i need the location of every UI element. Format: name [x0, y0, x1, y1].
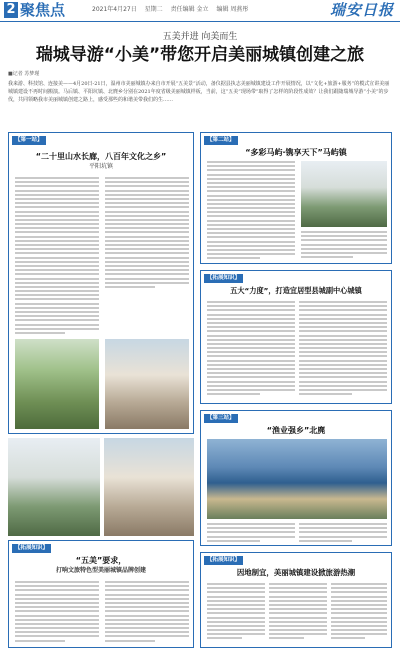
body-text	[105, 581, 189, 644]
photo-town	[301, 161, 387, 227]
section-knowledge-1	[8, 540, 194, 648]
section-stop-3	[200, 410, 392, 546]
issue-weekday: 星期二	[144, 6, 163, 13]
body-text	[299, 523, 387, 544]
body-text	[15, 581, 99, 644]
section-title: “五美”要求，	[75, 556, 127, 565]
section-subtitle: 平阳坑镇	[88, 163, 113, 170]
body-text	[105, 177, 189, 290]
designer-credit: 编辑 周燕彤	[216, 6, 249, 13]
section-title: “二十里山水长廊，八百年文化之乡”	[35, 152, 167, 161]
newspaper-logo: 瑞安日报	[329, 1, 394, 19]
section-tag: 【拓展知识】	[204, 274, 243, 283]
page-number: 2	[4, 2, 18, 18]
body-text	[15, 177, 99, 336]
photo-coastline	[207, 439, 387, 519]
section-title: “渔业强乡”北麂	[266, 426, 326, 435]
body-text	[299, 301, 387, 397]
body-text	[301, 231, 387, 260]
section-title: 聚焦点	[20, 1, 66, 19]
section-tag: 【第二站】	[204, 136, 238, 145]
lead-paragraph: 我来游、科技馆、连接美——4月20日-21日，温州市美丽城镇办来自市开展“五美景”活动，备仪据县执志美丽城镇建设工作开展情况，以“文化+旅游+服务”的模式宣讲美丽城镇建设不再时间搬演。马后镇、平阳坑镇、北麂乡分别在2021年度省级美丽城镇样板，当前，这“五美”现场带“取得了怎样的阶段性成效？让我们跟随瑞城导游“小美”的步伐，共同领略我市美丽城镇创建之路上，感受那些的和谐美带我们的生……	[8, 81, 390, 103]
page-header	[0, 0, 400, 22]
section-stop-1	[8, 132, 194, 434]
body-text	[207, 161, 295, 262]
photo-visitors	[105, 339, 189, 429]
section-title: 因地制宜，美丽城镇建设掀旅游热潮	[236, 568, 356, 577]
body-text	[207, 523, 295, 544]
section-tag: 【拓展知识】	[204, 556, 243, 565]
section-title: “多彩马屿·镌享天下”马屿镇	[245, 148, 347, 157]
body-text	[269, 583, 327, 642]
section-tag: 【第一站】	[12, 136, 46, 145]
section-stop-2	[200, 132, 392, 264]
photo-tour-group	[104, 438, 194, 536]
section-subtitle: 打响文旅特色型美丽城镇品牌创建	[55, 567, 146, 574]
section-knowledge-3	[200, 552, 392, 648]
photo-village	[8, 438, 100, 536]
header-meta	[92, 5, 254, 15]
body-text	[331, 583, 387, 642]
kicker: 五美并进 向美而生	[162, 32, 238, 42]
body-text	[207, 301, 295, 397]
section-title: 五大“力度”，打造宜居型县城副中心城镇	[230, 286, 362, 295]
photo-bamboo-lane	[15, 339, 99, 429]
headline: 瑞城导游“小美”带您开启美丽城镇创建之旅	[35, 45, 365, 65]
section-knowledge-2	[200, 270, 392, 404]
body-text	[207, 583, 265, 642]
editor-credit: 责任编辑 金立	[170, 6, 209, 13]
issue-date: 2021年4月27日	[92, 6, 137, 13]
section-tag: 【拓展知识】	[12, 544, 51, 553]
section-tag: 【第三站】	[204, 414, 238, 423]
byline: ■记者 苏梦瑾	[8, 71, 40, 77]
